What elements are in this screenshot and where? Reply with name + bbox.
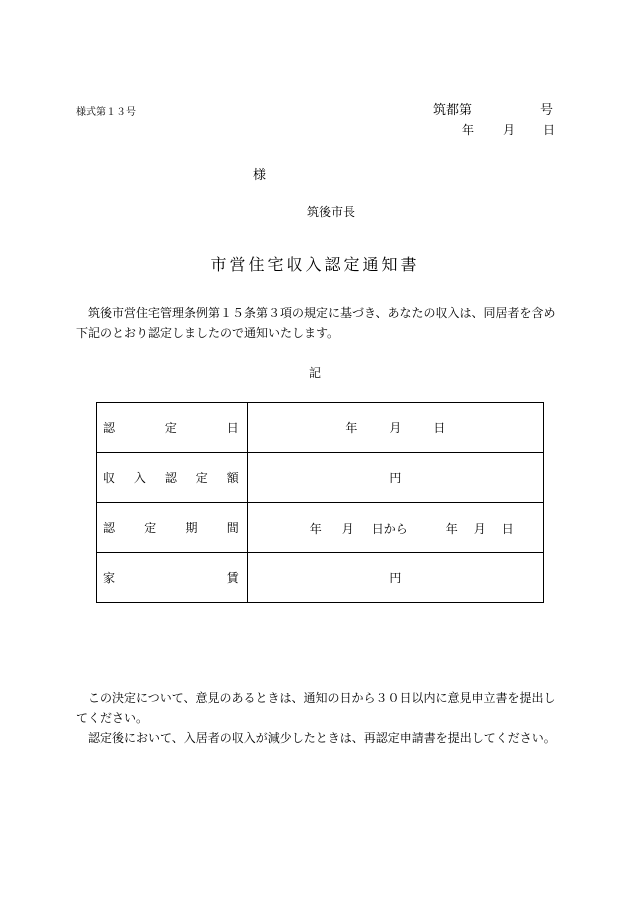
table-row [97,503,544,553]
value-rent: 円 [247,553,543,603]
document-number-prefix: 筑都第 [433,103,473,118]
form-number: 様式第１３号 [76,107,136,118]
table-row [97,403,544,453]
value-certification-period: 年 月 日から 年 月 日 [247,503,543,553]
label-certification-date: 認 定 日 [97,403,248,453]
note-objection: この決定について、意見のあるときは、通知の日から３０日以内に意見申立書を提出してください。 [76,691,556,725]
certification-table [96,402,544,603]
document-number-suffix: 号 [540,103,554,118]
date-month: 月 [503,123,516,137]
ki-marker: 記 [309,366,322,380]
label-certification-period: 認 定 期 間 [97,503,248,553]
issuer-name: 筑後市長 [307,205,356,219]
date-day: 日 [543,123,556,137]
document-title: 市営住宅収入認定通知書 [210,255,420,274]
recipient-honorific: 様 [253,168,267,183]
table-row [97,553,544,603]
value-certification-date: 年 月 日 [247,403,543,453]
table-row [97,453,544,503]
date-year: 年 [462,123,475,137]
body-paragraph: 筑後市営住宅管理条例第１５条第３項の規定に基づき、あなたの収入は、同居者を含め下記のとおり認定しましたので通知いたします。 [76,306,556,340]
notes-section [76,688,556,748]
label-certified-income: 収 入 認 定 額 [97,453,248,503]
note-recertification: 認定後において、入居者の収入が減少したときは、再認定申請書を提出してください。 [88,731,556,745]
label-rent: 家 賃 [97,553,248,603]
value-certified-income: 円 [247,453,543,503]
